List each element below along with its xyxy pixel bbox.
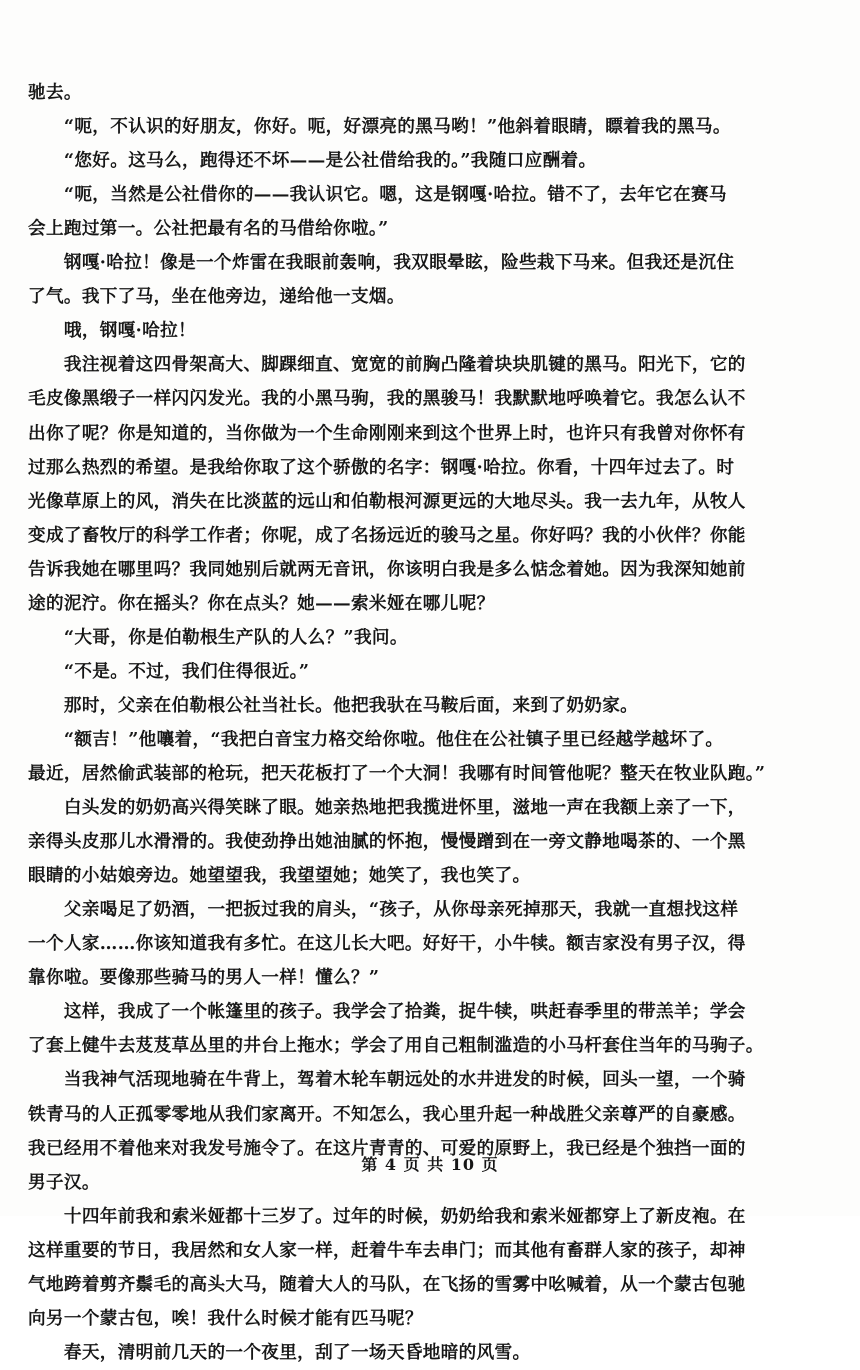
text-line: 父亲喝足了奶酒，一把扳过我的肩头，“孩子，从你母亲死掉那天，我就一直想找这样 — [28, 899, 739, 921]
text-line: 最近，居然偷武装部的枪玩，把天花板打了一个大洞！我哪有时间管他呢？整天在牧业队跑。” — [28, 763, 766, 784]
text-line: 这样，我成了一个帐篷里的孩子。我学会了拾粪，捉牛犊，哄赶春季里的带羔羊；学会 — [28, 1001, 746, 1023]
text-line: 过那么热烈的希望。是我给你取了这个骄傲的名字：钢嘎·哈拉。你看，十四年过去了。时 — [28, 456, 735, 478]
text-line: 十四年前我和索米娅都十三岁了。过年的时候，奶奶给我和索米娅都穿上了新皮袍。在 — [28, 1205, 746, 1227]
text-line: 告诉我她在哪里吗？我同她别后就两无音讯，你该明白我是多么惦念着她。因为我深知她前 — [28, 558, 746, 580]
text-line: 靠你啦。要像那些骑马的男人一样！懂么？” — [28, 967, 380, 989]
text-line: 男子汉。 — [28, 1171, 100, 1193]
text-line: “大哥，你是伯勒根生产队的人么？”我问。 — [28, 626, 408, 648]
text-line: 我注视着这四骨架高大、脚踝细直、宽宽的前胸凸隆着块块肌键的黑马。阳光下，它的 — [28, 354, 746, 376]
text-line: 哦，钢嘎·哈拉！ — [28, 320, 196, 342]
page-footer: 第 4 页 共 10 页 — [361, 1155, 499, 1174]
text-line: 眼睛的小姑娘旁边。她望望我，我望望她；她笑了，我也笑了。 — [28, 865, 531, 887]
text-line: 气地跨着剪齐鬃毛的高头大马，随着大人的马队，在飞扬的雪雾中吆喊着，从一个蒙古包驰 — [28, 1273, 746, 1295]
text-line: 钢嘎·哈拉！像是一个炸雷在我眼前轰响，我双眼晕眩，险些栽下马来。但我还是沉住 — [28, 252, 735, 274]
text-line: 会上跑过第一。公社把最有名的马借给你啦。” — [28, 218, 389, 240]
text-line: 当我神气活现地骑在牛背上，驾着木轮车朝远处的水井进发的时候，回头一望，一个骑 — [28, 1069, 746, 1091]
text-line: 这样重要的节日，我居然和女人家一样，赶着牛车去串门；而其他有畜群人家的孩子，却神 — [28, 1239, 746, 1261]
text-line: 亲得头皮那儿水滑滑的。我使劲挣出她油腻的怀抱，慢慢蹭到在一旁文静地喝茶的、一个黑 — [28, 831, 746, 853]
text-line: 驰去。 — [28, 82, 82, 103]
text-line: 变成了畜牧厅的科学工作者；你呢，成了名扬远近的骏马之星。你好吗？我的小伙伴？你能 — [28, 524, 746, 546]
text-line: 了套上健牛去芨芨草丛里的井台上拖水；学会了用自己粗制滥造的小马杆套住当年的马驹子。 — [28, 1035, 764, 1057]
text-line: “呃，不认识的好朋友，你好。呃，好漂亮的黑马哟！”他斜着眼睛，瞟着我的黑马。 — [28, 116, 731, 138]
text-line: 我已经用不着他来对我发号施令了。在这片青青的、可爱的原野上，我已经是个独挡一面的 — [28, 1137, 746, 1159]
text-line: 毛皮像黑缎子一样闪闪发光。我的小黑马驹，我的黑骏马！我默默地呼唤着它。我怎么认不 — [28, 388, 746, 410]
text-line: 了气。我下了马，坐在他旁边，递给他一支烟。 — [28, 286, 405, 308]
text-line: 一个人家……你该知道我有多忙。在这儿长大吧。好好干，小牛犊。额吉家没有男子汉，得 — [28, 933, 746, 955]
text-line: “不是。不过，我们住得很近。” — [28, 660, 310, 682]
text-line: 白头发的奶奶高兴得笑眯了眼。她亲热地把我揽进怀里，滋地一声在我额上亲了一下， — [28, 797, 746, 819]
text-line: “您好。这马么，跑得还不坏——是公社借给我的。”我随口应酬着。 — [28, 150, 597, 172]
text-line: 光像草原上的风，消失在比淡蓝的远山和伯勒根河源更远的大地尽头。我一去九年，从牧人 — [28, 490, 746, 512]
text-line: 春天，清明前几天的一个夜里，刮了一场天昏地暗的风雪。 — [28, 1341, 531, 1363]
text-line: 那时，父亲在伯勒根公社当社长。他把我驮在马鞍后面，来到了奶奶家。 — [28, 694, 639, 716]
text-line: “呃，当然是公社借你的——我认识它。嗯，这是钢嘎·哈拉。错不了，去年它在赛马 — [28, 184, 727, 206]
text-line: 途的泥泞。你在摇头？你在点头？她——索米娅在哪儿呢？ — [28, 592, 495, 614]
text-line: 出你了呢？你是知道的，当你做为一个生命刚刚来到这个世界上时，也许只有我曾对你怀有 — [28, 422, 746, 444]
text-line: “额吉！”他嚷着，“我把白音宝力格交给你啦。他住在公社镇子里已经越学越坏了。 — [28, 728, 724, 750]
text-line: 向另一个蒙古包，唉！我什么时候才能有匹马呢？ — [28, 1307, 423, 1329]
text-line: 铁青马的人正孤零零地从我们家离开。不知怎么，我心里升起一种战胜父亲尊严的自豪感。 — [28, 1103, 746, 1125]
